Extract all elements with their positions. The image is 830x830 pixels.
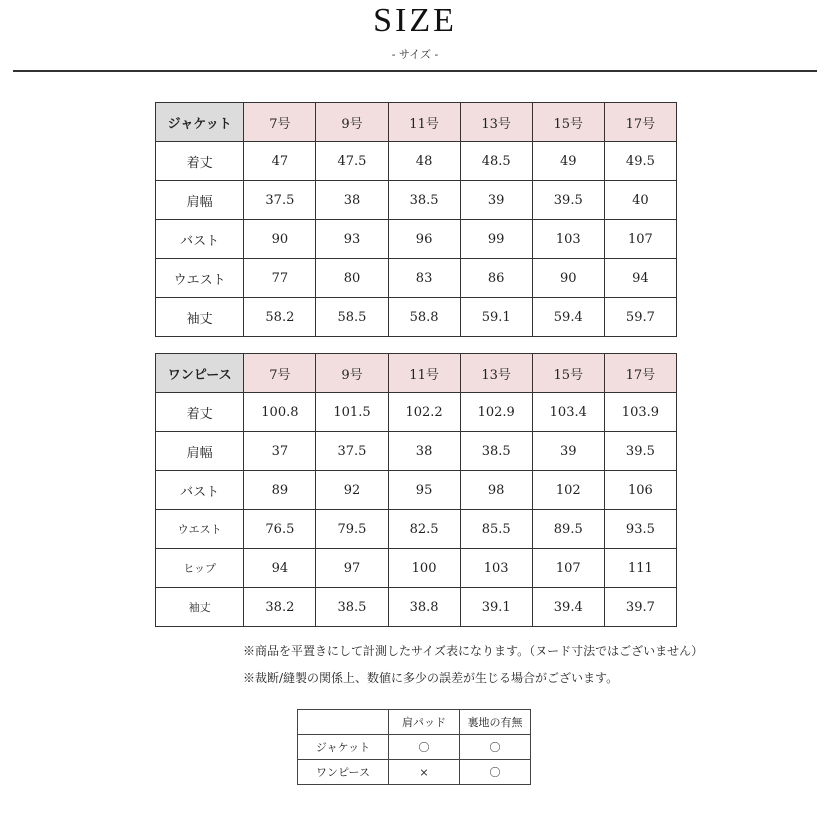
jacket-table-label: ジャケット xyxy=(156,103,244,142)
pad-header: 肩パッド xyxy=(389,710,460,735)
table-header-row xyxy=(156,354,677,393)
pad-table-corner xyxy=(298,710,389,735)
table-cell: 59.1 xyxy=(460,298,532,337)
size-header: 9号 xyxy=(316,354,388,393)
table-cell: 103 xyxy=(532,220,604,259)
table-cell: 39 xyxy=(532,432,604,471)
table-cell: 106 xyxy=(604,471,676,510)
table-cell: 37 xyxy=(244,432,316,471)
table-cell: 38.8 xyxy=(388,588,460,627)
row-label: バスト xyxy=(156,471,244,510)
table-cell: 103 xyxy=(460,549,532,588)
table-header-row xyxy=(156,103,677,142)
table-cell: 59.7 xyxy=(604,298,676,337)
table-cell: 39.4 xyxy=(532,588,604,627)
table-cell: 48 xyxy=(388,142,460,181)
table-cell: 47 xyxy=(244,142,316,181)
table-cell: 49 xyxy=(532,142,604,181)
table-cell: 85.5 xyxy=(460,510,532,549)
row-label: ワンピース xyxy=(298,760,389,785)
table-cell: 89.5 xyxy=(532,510,604,549)
table-cell: 93.5 xyxy=(604,510,676,549)
table-cell: 107 xyxy=(532,549,604,588)
row-label: 袖丈 xyxy=(156,588,244,627)
table-cell: 101.5 xyxy=(316,393,388,432)
table-cell: 38.2 xyxy=(244,588,316,627)
row-label: ウエスト xyxy=(156,510,244,549)
table-cell: 97 xyxy=(316,549,388,588)
table-row xyxy=(156,259,677,298)
row-label: ウエスト xyxy=(156,259,244,298)
table-cell: 58.2 xyxy=(244,298,316,337)
table-cell: 39.1 xyxy=(460,588,532,627)
table-row xyxy=(156,471,677,510)
page-subtitle: - サイズ - xyxy=(391,48,439,61)
size-header: 7号 xyxy=(244,103,316,142)
table-cell: 93 xyxy=(316,220,388,259)
table-row xyxy=(156,181,677,220)
size-header: 15号 xyxy=(532,103,604,142)
page-title: SIZE xyxy=(373,2,457,39)
row-label: 肩幅 xyxy=(156,432,244,471)
table-row xyxy=(298,735,531,760)
table-cell: 39.5 xyxy=(532,181,604,220)
table-cell: 102.9 xyxy=(460,393,532,432)
table-cell: 107 xyxy=(604,220,676,259)
table-cell: 90 xyxy=(532,259,604,298)
row-label: ヒップ xyxy=(156,549,244,588)
size-header: 13号 xyxy=(460,354,532,393)
table-cell: 38.5 xyxy=(388,181,460,220)
size-header: 17号 xyxy=(604,103,676,142)
row-label: バスト xyxy=(156,220,244,259)
table-header-row xyxy=(298,710,531,735)
table-cell: 〇 xyxy=(389,735,460,760)
table-cell: 83 xyxy=(388,259,460,298)
table-cell: 37.5 xyxy=(244,181,316,220)
table-cell: 80 xyxy=(316,259,388,298)
table-row xyxy=(156,142,677,181)
table-row xyxy=(156,432,677,471)
table-row xyxy=(156,298,677,337)
table-cell: 100.8 xyxy=(244,393,316,432)
table-row xyxy=(156,393,677,432)
table-cell: 47.5 xyxy=(316,142,388,181)
table-cell: 39.7 xyxy=(604,588,676,627)
row-label: 着丈 xyxy=(156,393,244,432)
table-cell: 103.4 xyxy=(532,393,604,432)
table-cell: 92 xyxy=(316,471,388,510)
table-cell: 38 xyxy=(388,432,460,471)
table-cell: 39.5 xyxy=(604,432,676,471)
table-cell: 40 xyxy=(604,181,676,220)
table-cell: 59.4 xyxy=(532,298,604,337)
table-cell: 90 xyxy=(244,220,316,259)
table-cell: 89 xyxy=(244,471,316,510)
table-cell: 48.5 xyxy=(460,142,532,181)
table-row xyxy=(156,510,677,549)
table-cell: 82.5 xyxy=(388,510,460,549)
table-cell: 39 xyxy=(460,181,532,220)
size-header: 9号 xyxy=(316,103,388,142)
table-cell: 102 xyxy=(532,471,604,510)
size-header: 7号 xyxy=(244,354,316,393)
table-cell: × xyxy=(389,760,460,785)
table-cell: 98 xyxy=(460,471,532,510)
table-cell: 38.5 xyxy=(316,588,388,627)
table-cell: 38 xyxy=(316,181,388,220)
table-cell: 99 xyxy=(460,220,532,259)
table-cell: 79.5 xyxy=(316,510,388,549)
table-cell: 94 xyxy=(604,259,676,298)
table-cell: 103.9 xyxy=(604,393,676,432)
title-divider xyxy=(13,70,817,72)
table-cell: 〇 xyxy=(460,735,531,760)
table-cell: 86 xyxy=(460,259,532,298)
table-cell: 〇 xyxy=(460,760,531,785)
size-header: 11号 xyxy=(388,354,460,393)
table-row xyxy=(298,760,531,785)
row-label: 肩幅 xyxy=(156,181,244,220)
table-row xyxy=(156,549,677,588)
table-cell: 102.2 xyxy=(388,393,460,432)
table-cell: 111 xyxy=(604,549,676,588)
table-cell: 95 xyxy=(388,471,460,510)
size-header: 15号 xyxy=(532,354,604,393)
table-cell: 94 xyxy=(244,549,316,588)
measurement-note: ※商品を平置きにして計測したサイズ表になります。（ヌード寸法ではございません） xyxy=(243,644,704,658)
table-cell: 77 xyxy=(244,259,316,298)
table-cell: 58.8 xyxy=(388,298,460,337)
dress-size-table xyxy=(155,353,677,627)
row-label: ジャケット xyxy=(298,735,389,760)
table-cell: 37.5 xyxy=(316,432,388,471)
tolerance-note: ※裁断/縫製の関係上、数値に多少の誤差が生じる場合がございます。 xyxy=(243,671,619,685)
table-cell: 58.5 xyxy=(316,298,388,337)
table-cell: 100 xyxy=(388,549,460,588)
table-row xyxy=(156,588,677,627)
table-cell: 38.5 xyxy=(460,432,532,471)
table-cell: 76.5 xyxy=(244,510,316,549)
table-row xyxy=(156,220,677,259)
dress-table-label: ワンピース xyxy=(156,354,244,393)
row-label: 袖丈 xyxy=(156,298,244,337)
jacket-size-table xyxy=(155,102,677,337)
size-header: 11号 xyxy=(388,103,460,142)
table-cell: 49.5 xyxy=(604,142,676,181)
row-label: 着丈 xyxy=(156,142,244,181)
size-header: 13号 xyxy=(460,103,532,142)
size-header: 17号 xyxy=(604,354,676,393)
pad-lining-table xyxy=(297,709,531,785)
table-cell: 96 xyxy=(388,220,460,259)
lining-header: 裏地の有無 xyxy=(460,710,531,735)
